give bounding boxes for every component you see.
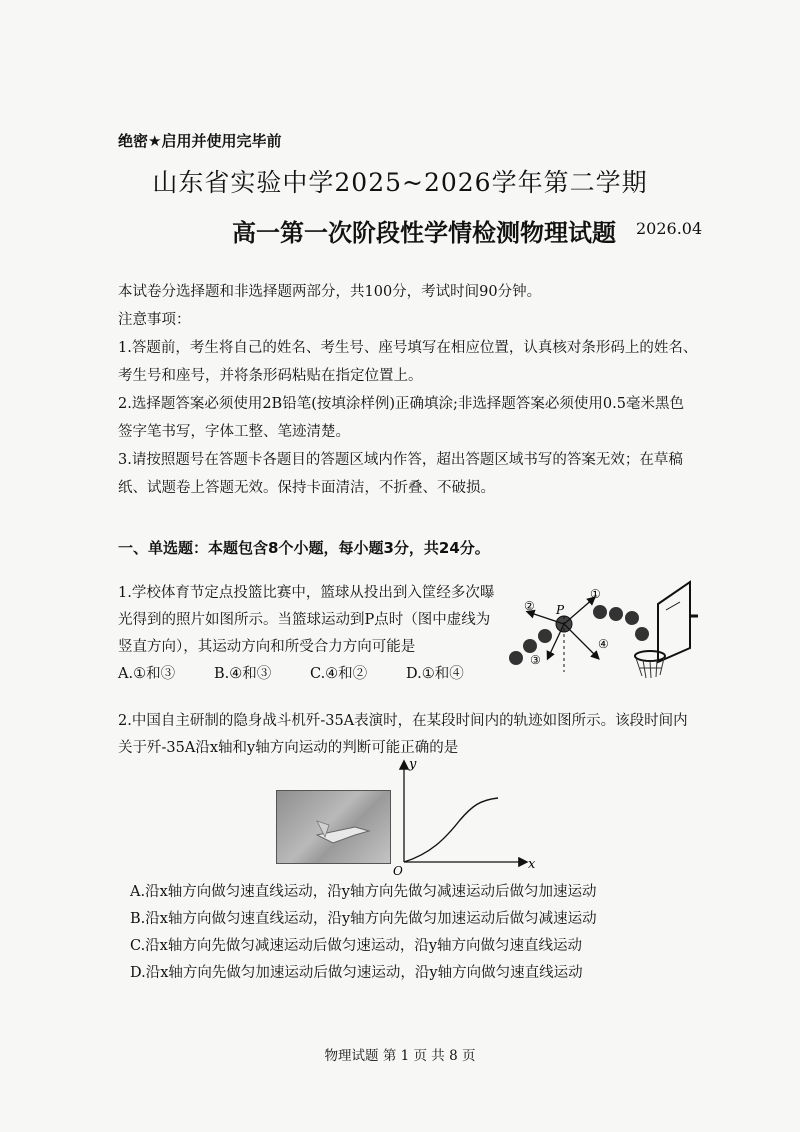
exam-subtitle: 高一第一次阶段性学情检测物理试题 [232,219,616,247]
instructions-summary: 本试卷分选择题和非选择题两部分，共100分，考试时间90分钟。 [118,284,542,300]
option-c: C.沿x轴方向先做匀减速运动后做匀速运动，沿y轴方向做匀速直线运动 [130,938,583,954]
arrow-4-icon [564,624,598,658]
arrow-1-label: ① [590,587,601,601]
option-a: A.①和③ [118,666,176,682]
x-axis-label: x [528,857,536,872]
ball [635,627,649,641]
page-footer: 物理试题 第 1 页 共 8 页 [324,1048,476,1064]
option-c: C.④和② [310,666,368,682]
arrow-2-label: ② [524,599,535,613]
arrow-3-label: ③ [530,653,541,667]
point-p-label: P [556,603,565,617]
trajectory-graph [390,754,540,876]
notice-item: 3.请按照题号在答题卡各题目的答题区域内作答，超出答题区域书写的答案无效；在草稿纸、试题卷上答题无效。保持卡面清洁，不折叠、不破损。 [118,452,683,496]
exam-date: 2026.04 [636,219,703,238]
option-b: B.④和③ [214,666,272,682]
notice-item: 1.答题前，考生将自己的姓名、考生号、座号填写在相应位置，认真核对条形码上的姓名、考生号和座号，并将条形码粘贴在指定位置上。 [118,340,698,384]
arrow-1-icon [564,598,594,624]
notice-title: 注意事项： [118,312,191,328]
arrow-3-icon [548,624,564,658]
ball [538,629,552,643]
ball [509,651,523,665]
exam-title: 山东省实验中学2025~2026学年第二学期 [152,168,648,197]
question-1 [118,580,503,688]
option-b: B.沿x轴方向做匀速直线运动，沿y轴方向先做匀加速运动后做匀减速运动 [130,911,597,927]
ball [523,639,537,653]
option-d: D.沿x轴方向先做匀加速运动后做匀速运动，沿y轴方向做匀速直线运动 [130,965,583,981]
question-1-options [118,661,503,688]
option-d: D.①和④ [406,666,464,682]
backboard [658,582,690,662]
jet-silhouette-icon [277,791,390,863]
ball [625,611,639,625]
hoop-rim [635,651,665,661]
origin-label: O [393,864,403,876]
question-2-options [130,879,710,987]
trajectory-curve [404,798,498,862]
question-1-stem: 1.学校体育节定点投篮比赛中，篮球从投出到入筐经多次曝光得到的照片如图所示。当篮球运动到P点时（图中虚线为竖直方向），其运动方向和所受合力方向可能是 [118,585,495,655]
confidential-label: 绝密★启用并使用完毕前 [118,132,282,150]
basketball-figure [500,576,700,686]
y-axis-label: y [409,757,417,772]
option-a: A.沿x轴方向做匀速直线运动，沿y轴方向先做匀减速运动后做匀加速运动 [130,884,597,900]
notice-item: 2.选择题答案必须使用2B铅笔(按填涂样例)正确填涂;非选择题答案必须使用0.5毫米黑色签字笔书写，字体工整、笔迹清楚。 [118,396,684,440]
question-2-stem: 2.中国自主研制的隐身战斗机歼-35A表演时，在某段时间内的轨迹如图所示。该段时间内关于歼-35A沿x轴和y轴方向运动的判断可能正确的是 [118,713,688,756]
jet-photo [276,790,391,864]
arrow-4-label: ④ [598,637,609,651]
ball [609,607,623,621]
instructions [118,278,698,502]
ball [593,605,607,619]
backboard-inner [666,602,680,610]
section-heading: 一、单选题：本题包含8个小题，每小题3分，共24分。 [118,539,490,557]
